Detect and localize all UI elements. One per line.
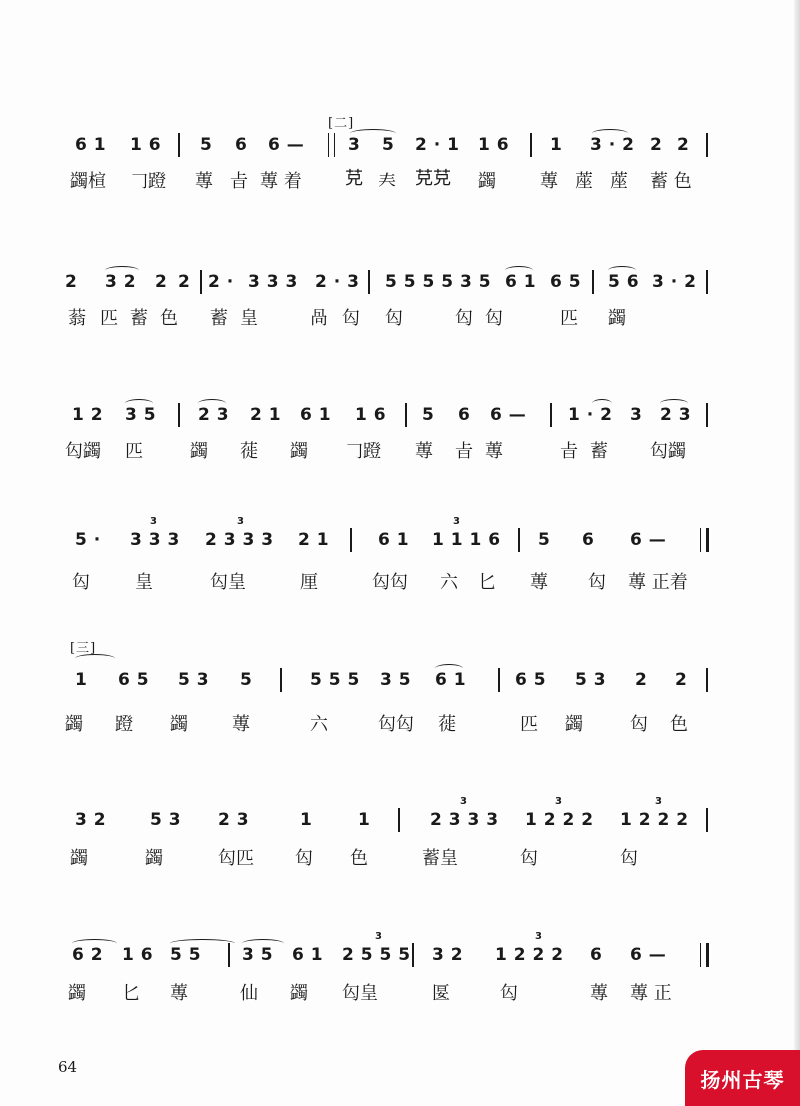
note-group: 6 — <box>630 945 667 965</box>
tab-glyph: 匹 <box>100 308 118 329</box>
slur <box>505 266 533 275</box>
note-group: 5 <box>538 530 551 550</box>
tab-glyph: 匃皇 <box>342 983 378 1004</box>
tab-glyph: 𦬺𦬺 <box>415 168 451 189</box>
tab-glyph: 蠲楦 <box>70 171 106 192</box>
note-group: 5 5 5 5 <box>385 272 454 292</box>
tab-glyph: 匃皇 <box>210 572 246 593</box>
tab-glyph: 皇 <box>240 308 258 329</box>
jianzipu-line <box>60 710 720 740</box>
slur <box>350 129 396 138</box>
note-group: 2 3 <box>218 810 250 830</box>
tab-glyph: 蠲 <box>70 848 88 869</box>
triplet-mark: 3 <box>460 796 468 807</box>
note-group: 1 · 2 <box>568 405 613 425</box>
jianpu-line <box>60 660 720 700</box>
tab-glyph: 蓊 <box>68 308 86 329</box>
barline <box>350 528 352 552</box>
slur <box>608 266 636 275</box>
note-group: 1 2 2 2 <box>620 810 689 830</box>
note-group: 6 1 <box>292 945 324 965</box>
slur <box>660 399 688 408</box>
tab-glyph: 蠲 <box>170 714 188 735</box>
tab-glyph: 蓄皇 <box>422 848 458 869</box>
note-group: 6 1 <box>435 670 467 690</box>
tab-glyph: 匃 <box>342 308 360 329</box>
jianpu-line <box>60 516 720 560</box>
note-group: 2 <box>65 272 78 292</box>
note-group: 6 5 <box>118 670 150 690</box>
jianpu-line <box>60 796 720 840</box>
note-group: 5 <box>200 135 213 155</box>
note-group: 6 2 <box>72 945 104 965</box>
note-group: 6 5 <box>515 670 547 690</box>
note-group: 1 6 <box>130 135 162 155</box>
note-group: 3 5 <box>242 945 274 965</box>
barline <box>200 270 202 294</box>
tab-glyph: 六 <box>440 572 458 593</box>
section-marker-3: [三] <box>70 641 97 656</box>
tab-glyph: 匃 <box>455 308 473 329</box>
tab-glyph: 匃 <box>485 308 503 329</box>
note-group: 2 <box>178 272 191 292</box>
note-group: 2 <box>677 135 690 155</box>
note-group: 1 <box>358 810 371 830</box>
note-group: 3 2 <box>105 272 137 292</box>
jianpu-line <box>60 125 720 165</box>
note-group: 3 5 <box>460 272 492 292</box>
tab-glyph: 匃匃 <box>378 714 414 735</box>
tab-glyph: 匽 <box>432 983 450 1004</box>
barline <box>412 943 414 967</box>
tab-glyph: 匹 <box>560 308 578 329</box>
jianzipu-line <box>60 167 720 197</box>
tab-glyph: 匃 <box>520 848 538 869</box>
page-number: 64 <box>58 1058 78 1076</box>
jianzipu-line <box>60 979 720 1009</box>
slur <box>592 399 612 408</box>
tab-glyph: 蓴 <box>540 171 558 192</box>
tab-glyph: 匃蠲 <box>65 441 101 462</box>
jianzipu-line <box>60 844 720 874</box>
note-group: 3 · 2 <box>590 135 635 155</box>
note-group: 6 <box>235 135 248 155</box>
note-group: 6 5 <box>550 272 582 292</box>
tab-glyph: 六 <box>310 714 328 735</box>
triplet-mark: 3 <box>555 796 563 807</box>
jianpu-line <box>60 931 720 975</box>
tab-glyph: 蓴 <box>485 441 503 462</box>
note-group: 1 6 <box>478 135 510 155</box>
note-group: 3 5 <box>125 405 157 425</box>
tab-glyph: 匃匹 <box>218 848 254 869</box>
tab-glyph: 匃 <box>620 848 638 869</box>
note-group: 2 1 <box>250 405 282 425</box>
jianpu-line <box>60 262 720 302</box>
note-group: 2 1 <box>298 530 330 550</box>
tab-glyph: 㫖 <box>230 171 248 192</box>
jianzipu-line <box>60 568 720 598</box>
tab-glyph: 匃匃 <box>372 572 408 593</box>
note-group: 6 <box>458 405 471 425</box>
tab-glyph: 㫖 <box>455 441 473 462</box>
tab-glyph: 匃 <box>295 848 313 869</box>
tab-glyph: 色 <box>350 848 368 869</box>
triplet-mark: 3 <box>237 516 245 527</box>
tab-glyph: 蓙 <box>610 171 628 192</box>
note-group: 2 5 5 5 <box>342 945 411 965</box>
tab-glyph: 蓴 <box>232 714 250 735</box>
note-group: 6 — <box>630 530 667 550</box>
note-group: 2 <box>650 135 663 155</box>
tab-glyph: 蓰 <box>438 714 456 735</box>
jianzipu-line <box>60 304 720 334</box>
note-group: 1 <box>300 810 313 830</box>
watermark-text: 扬州古琴 <box>700 1067 785 1092</box>
note-group: 6 <box>590 945 603 965</box>
note-group: 5 5 <box>170 945 202 965</box>
note-group: 3 3 3 <box>130 530 180 550</box>
note-group: 5 <box>422 405 435 425</box>
tab-glyph: 匃 <box>72 572 90 593</box>
tab-glyph: 匃 <box>588 572 606 593</box>
triplet-mark: 3 <box>375 931 383 942</box>
note-group: 5 · <box>75 530 101 550</box>
note-group: 5 6 <box>608 272 640 292</box>
tab-glyph: 蓰 <box>240 441 258 462</box>
note-group: 3 2 <box>432 945 464 965</box>
note-group: 5 5 5 <box>310 670 360 690</box>
tab-glyph: 仙 <box>240 983 258 1004</box>
barline <box>706 668 708 692</box>
barline <box>178 403 180 427</box>
note-group: 6 1 <box>505 272 537 292</box>
triplet-mark: 3 <box>150 516 158 527</box>
note-group: 5 <box>382 135 395 155</box>
note-group: 1 2 2 2 <box>495 945 564 965</box>
tab-glyph: 匃 <box>500 983 518 1004</box>
tab-glyph: 蠲 <box>478 171 496 192</box>
triplet-mark: 3 <box>535 931 543 942</box>
note-group: 2 3 3 3 <box>430 810 499 830</box>
note-group: 1 6 <box>355 405 387 425</box>
note-group: 3 · 2 <box>652 272 697 292</box>
slur <box>198 399 226 408</box>
tab-glyph: 匃蠲 <box>650 441 686 462</box>
slur <box>72 939 117 948</box>
barline <box>368 270 370 294</box>
tab-glyph: 蓴 <box>590 983 608 1004</box>
tab-glyph: 匃 <box>630 714 648 735</box>
slur <box>242 939 284 948</box>
note-group: 3 <box>630 405 643 425</box>
barline <box>706 808 708 832</box>
barline <box>405 403 407 427</box>
barline <box>498 668 500 692</box>
tab-glyph: 蓴 <box>195 171 213 192</box>
tab-glyph: 蓄 <box>590 441 608 462</box>
tab-glyph: 蓴 正着 <box>628 572 688 593</box>
slur <box>125 399 153 408</box>
tab-glyph: 蠲 <box>608 308 626 329</box>
tab-glyph: 蠲 <box>68 983 86 1004</box>
note-group: 6 1 <box>378 530 410 550</box>
note-group: 1 6 <box>122 945 154 965</box>
note-group: 2 <box>155 272 168 292</box>
site-watermark-logo <box>685 1050 800 1106</box>
note-group: 6 — <box>490 405 527 425</box>
triplet-mark: 3 <box>655 796 663 807</box>
tab-glyph: 蓄 <box>130 308 148 329</box>
note-group: 2 <box>635 670 648 690</box>
tab-glyph: 蠲 <box>65 714 83 735</box>
tab-glyph: 皇 <box>135 572 153 593</box>
note-group: 5 3 <box>575 670 607 690</box>
tab-glyph: 匹 <box>125 441 143 462</box>
section-marker-2: [二] <box>328 116 355 131</box>
barline <box>178 133 180 157</box>
tab-glyph: 蓄 <box>210 308 228 329</box>
barline <box>550 403 552 427</box>
note-group: 2 3 3 3 <box>205 530 274 550</box>
slur <box>105 266 139 275</box>
tab-glyph: 蓄 色 <box>650 171 692 192</box>
note-group: 1 <box>550 135 563 155</box>
tab-glyph: 𠃌蹬 <box>130 171 166 192</box>
tab-glyph: 蠲 <box>145 848 163 869</box>
note-group: 5 3 <box>178 670 210 690</box>
note-group: 6 — <box>268 135 305 155</box>
note-group: 3 5 <box>380 670 412 690</box>
jianpu-line <box>60 395 720 435</box>
final-barline <box>700 943 709 967</box>
slur <box>592 129 628 138</box>
note-group: 2 · 3 <box>315 272 360 292</box>
note-group: 6 1 <box>75 135 107 155</box>
tab-glyph: 蓴 <box>170 983 188 1004</box>
note-group: 6 <box>582 530 595 550</box>
tab-glyph: 𦬺 <box>345 168 363 189</box>
jianzipu-line <box>60 437 720 467</box>
note-group: 2 · <box>208 272 234 292</box>
barline <box>530 133 532 157</box>
barline <box>592 270 594 294</box>
note-group: 1 <box>75 670 88 690</box>
barline <box>706 270 708 294</box>
note-group: 2 3 <box>660 405 692 425</box>
scan-edge <box>794 0 800 1106</box>
note-group: 2 3 <box>198 405 230 425</box>
barline <box>398 808 400 832</box>
note-group: 1 2 2 2 <box>525 810 594 830</box>
tab-glyph: 厘 <box>300 572 318 593</box>
tab-glyph: 𡗗 <box>378 171 396 192</box>
note-group: 3 <box>348 135 361 155</box>
tab-glyph: 匹 <box>520 714 538 735</box>
note-group: 3 2 <box>75 810 107 830</box>
tab-glyph: 㫖 <box>560 441 578 462</box>
tab-glyph: 匕 <box>478 572 496 593</box>
double-barline <box>328 133 335 157</box>
tab-glyph: 蹬 <box>115 714 133 735</box>
tab-glyph: 蓴 着 <box>260 171 302 192</box>
tab-glyph: 蓴 <box>415 441 433 462</box>
tab-glyph: 咼 <box>310 308 328 329</box>
slur <box>170 939 235 948</box>
slur <box>75 654 115 663</box>
tab-glyph: 蠲 <box>290 441 308 462</box>
tab-glyph: 色 <box>160 308 178 329</box>
note-group: 1 1 1 6 <box>432 530 501 550</box>
slur <box>435 664 463 673</box>
tab-glyph: 蠲 <box>565 714 583 735</box>
note-group: 5 3 <box>150 810 182 830</box>
note-group: 5 <box>240 670 253 690</box>
triplet-mark: 3 <box>453 516 461 527</box>
tab-glyph: 匃 <box>385 308 403 329</box>
note-group: 3 3 3 <box>248 272 298 292</box>
tab-glyph: 蓴 <box>530 572 548 593</box>
tab-glyph: 𠃌蹬 <box>345 441 381 462</box>
barline <box>518 528 520 552</box>
tab-glyph: 蠲 <box>290 983 308 1004</box>
tab-glyph: 蠲 <box>190 441 208 462</box>
tab-glyph: 色 <box>670 714 688 735</box>
final-barline <box>700 528 709 552</box>
note-group: 6 1 <box>300 405 332 425</box>
tab-glyph: 匕 <box>122 983 140 1004</box>
barline <box>706 133 708 157</box>
note-group: 2 <box>675 670 688 690</box>
barline <box>706 403 708 427</box>
tab-glyph: 蓴 正 <box>630 983 672 1004</box>
note-group: 1 2 <box>72 405 104 425</box>
note-group: 2 · 1 <box>415 135 460 155</box>
barline <box>280 668 282 692</box>
tab-glyph: 蓙 <box>575 171 593 192</box>
